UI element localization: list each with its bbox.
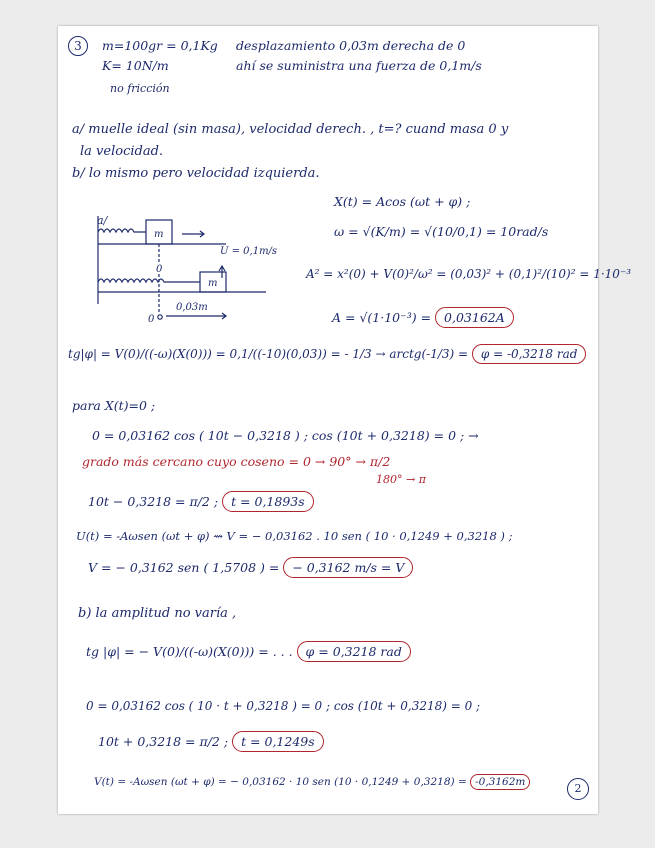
- eq-velocity-b-lhs: V(t) = -Aωsen (ωt + φ) = − 0,03162 · 10 sen (10 · 0,1249 + 0,3218) =: [94, 776, 467, 788]
- eq-amplitude: [332, 310, 514, 326]
- phase-result: φ = -0,3218 rad: [472, 344, 587, 364]
- statement-a-line2: la velocidad.: [80, 144, 164, 159]
- velocity-note: ahí se suministra una fuerza de 0,1m/s: [236, 58, 482, 73]
- velocity-label: U = 0,1m/s: [220, 246, 278, 257]
- amplitude-result: 0,03162A: [435, 307, 514, 328]
- time-a-result: t = 0,1893s: [222, 491, 314, 512]
- eq-omega: ω = √(K/m) = √(10/0,1) = 10rad/s: [334, 224, 549, 239]
- eq-phase-b-lhs: tg |φ| = − V(0)/((-ω)(X(0))) = . . .: [86, 644, 293, 659]
- red-note: grado más cercano cuyo coseno = 0 → 90° → π/2: [82, 454, 391, 469]
- statement-a-line1: a/ muelle ideal (sin masa), velocidad derech. , t=? cuand masa 0 y: [72, 122, 509, 137]
- page-number: 2: [567, 778, 589, 800]
- eq-time-b: [98, 734, 324, 750]
- distance-label: 0,03m: [176, 302, 208, 313]
- eq-velocity-value-a-lhs: V = − 0,3162 sen ( 1,5708 ) =: [88, 560, 280, 575]
- zero-mark-label: 0: [156, 264, 163, 275]
- given-k: K= 10N/m: [102, 58, 169, 73]
- eq-phase-lhs: tg|φ| = V(0)/((-ω)(X(0))) = 0,1/((-10)(0,03)) = - 1/3 → arctg(-1/3) =: [68, 347, 469, 361]
- red-note-2: 180° → π: [376, 473, 426, 486]
- statement-b: b/ lo mismo pero velocidad izquierda.: [72, 166, 320, 181]
- origin-label: 0: [148, 314, 155, 325]
- given-friction: no fricción: [110, 82, 170, 95]
- given-mass: m=100gr = 0,1Kg: [102, 38, 218, 53]
- velocity-a-result: − 0,3162 m/s = V: [283, 557, 413, 578]
- problem-number: 3: [68, 36, 88, 56]
- para-label: para X(t)=0 ;: [72, 398, 156, 413]
- eq-cos-a: 0 = 0,03162 cos ( 10t − 0,3218 ) ; cos (10t + 0,3218) = 0 ; →: [92, 428, 479, 443]
- mass-label-bottom: m: [208, 278, 218, 289]
- eq-amplitude-squared: A² = x²(0) + V(0)²/ω² = (0,03)² + (0,1)²/(10)² = 1·10⁻³: [306, 267, 632, 281]
- part-b-intro: b) la amplitud no varía ,: [78, 606, 237, 621]
- eq-time-b-lhs: 10t + 0,3218 = π/2 ;: [98, 734, 229, 749]
- eq-velocity-a: U(t) = -Aωsen (ωt + φ) ⇝ V = − 0,03162 . 10 sen ( 10 · 0,1249 + 0,3218 ) ;: [76, 529, 513, 543]
- mass-label-top: m: [154, 229, 164, 240]
- eq-velocity-value-a: [88, 560, 413, 576]
- eq-velocity-b: [94, 774, 530, 790]
- eq-cos-b: 0 = 0,03162 cos ( 10 · t + 0,3218 ) = 0 ; cos (10t + 0,3218) = 0 ;: [86, 699, 481, 713]
- part-a-label: a/: [97, 214, 108, 227]
- eq-phase-b: [86, 644, 411, 660]
- velocity-b-result: -0,3162m: [470, 774, 530, 790]
- displacement-note: desplazamiento 0,03m derecha de 0: [236, 38, 466, 53]
- spring-mass-diagram: [96, 214, 286, 344]
- handwritten-page: [58, 26, 632, 814]
- eq-position: X(t) = Acos (ωt + φ) ;: [334, 194, 471, 209]
- eq-phase: [68, 346, 586, 362]
- phase-b-result: φ = 0,3218 rad: [297, 641, 411, 662]
- eq-time-a: [88, 494, 314, 510]
- eq-amplitude-lhs: A = √(1·10⁻³) =: [332, 310, 432, 325]
- eq-time-a-lhs: 10t − 0,3218 = π/2 ;: [88, 494, 219, 509]
- time-b-result: t = 0,1249s: [232, 731, 324, 752]
